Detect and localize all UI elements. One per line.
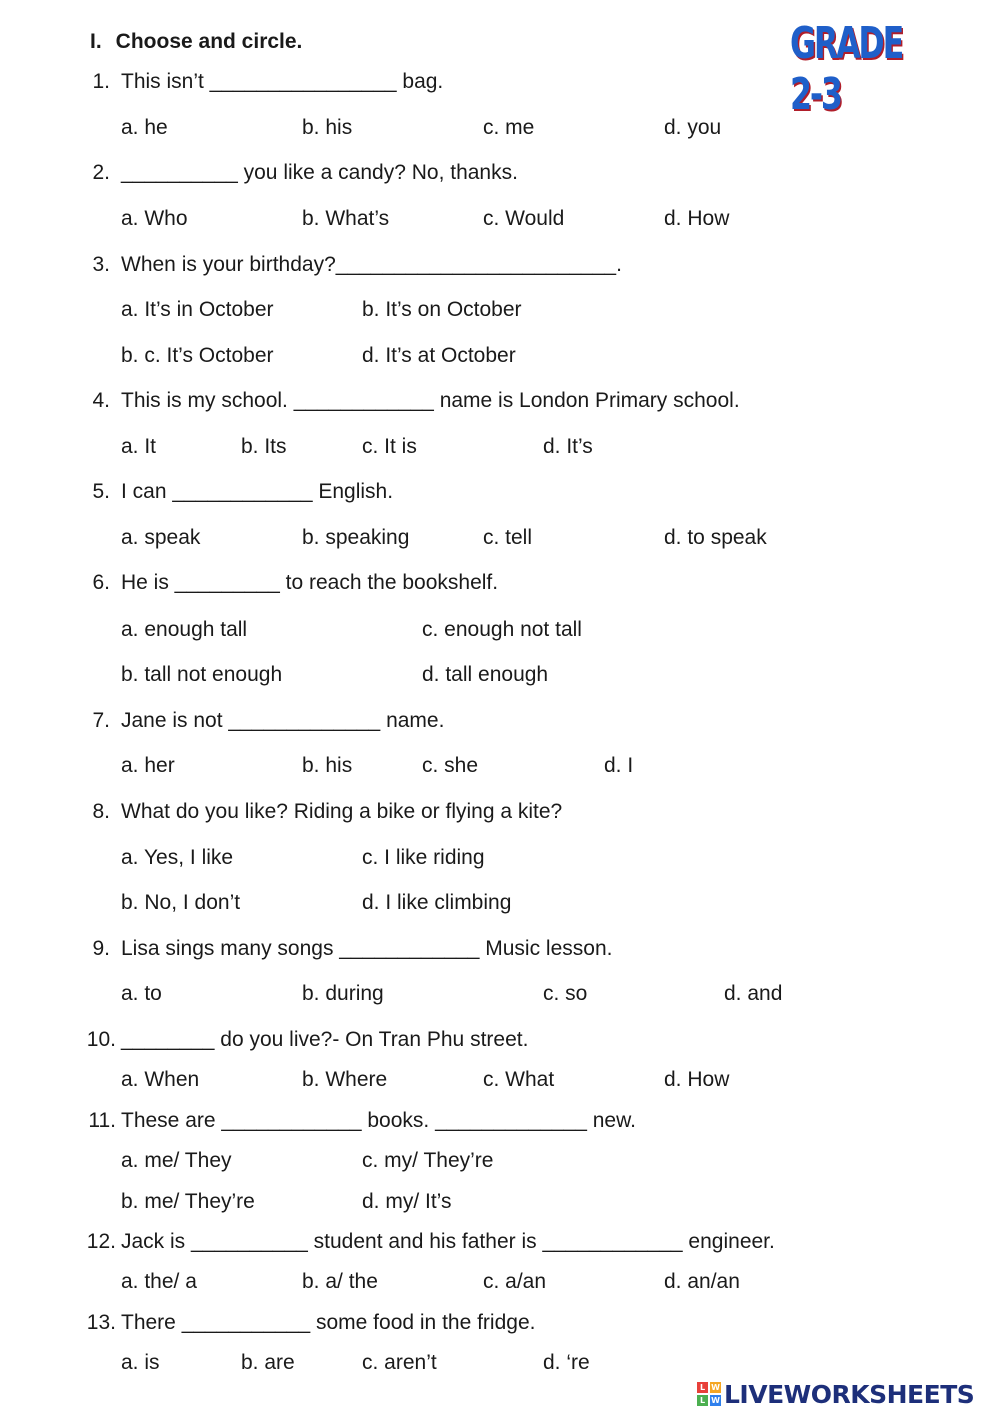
question-number: 11. xyxy=(88,1109,116,1132)
question-number: 10. xyxy=(86,1028,116,1051)
option-b[interactable]: b. No, I don’t xyxy=(121,891,241,914)
option-b[interactable]: b. tall not enough xyxy=(121,663,283,686)
option-d[interactable]: d. How xyxy=(664,1068,730,1091)
option-b[interactable]: b. It’s on October xyxy=(362,298,522,321)
question-text: Jack is __________ student and his father is ____________ engineer. xyxy=(121,1230,775,1253)
option-a[interactable]: a. to xyxy=(121,982,162,1005)
option-b[interactable]: b. me/ They’re xyxy=(121,1190,255,1213)
option-c[interactable]: c. tell xyxy=(483,526,533,549)
logo-cell: W xyxy=(711,1396,720,1405)
option-a[interactable]: a. It’s in October xyxy=(121,298,274,321)
option-d[interactable]: d. and xyxy=(724,982,783,1005)
question-text: Lisa sings many songs ____________ Music lesson. xyxy=(121,937,613,960)
question-number: 1. xyxy=(92,70,110,93)
option-d[interactable]: d. ‘re xyxy=(543,1351,590,1374)
option-d[interactable]: d. an/an xyxy=(664,1270,740,1293)
option-b[interactable]: b. are xyxy=(241,1351,295,1374)
option-b[interactable]: b. his xyxy=(302,116,353,139)
question-text: There ___________ some food in the fridge. xyxy=(121,1311,536,1334)
option-c[interactable]: c. she xyxy=(422,754,479,777)
option-b[interactable]: b. What’s xyxy=(302,207,390,230)
option-b[interactable]: b. his xyxy=(302,754,353,777)
option-c[interactable]: c. so xyxy=(543,982,588,1005)
question-number: 6. xyxy=(92,571,110,594)
option-b[interactable]: b. during xyxy=(302,982,384,1005)
option-c[interactable]: c. I like riding xyxy=(362,846,485,869)
option-c[interactable]: c. Would xyxy=(483,207,565,230)
question-number: 12. xyxy=(86,1230,116,1253)
option-a[interactable]: a. It xyxy=(121,435,157,458)
option-c[interactable]: c. It is xyxy=(362,435,417,458)
liveworksheets-logo xyxy=(697,1378,974,1410)
logo-cell: L xyxy=(697,1382,708,1393)
option-d[interactable]: d. It’s at October xyxy=(362,344,516,367)
option-a[interactable]: a. her xyxy=(121,754,175,777)
logo-cell: W xyxy=(711,1383,720,1392)
option-c[interactable]: b. c. It’s October xyxy=(121,344,274,367)
option-d[interactable]: d. my/ It’s xyxy=(362,1190,452,1213)
question-text: When is your birthday?________________________. xyxy=(121,253,622,276)
question-number: 3. xyxy=(92,253,110,276)
brand-name: LIVEWORKSHEETS xyxy=(724,1379,975,1409)
option-d[interactable]: d. It’s xyxy=(543,435,593,458)
option-d[interactable]: d. I xyxy=(604,754,634,777)
option-a[interactable]: a. he xyxy=(121,116,168,139)
option-a[interactable]: a. When xyxy=(121,1068,200,1091)
option-d[interactable]: d. to speak xyxy=(664,526,767,549)
section-heading xyxy=(90,30,302,54)
question-text: I can ____________ English. xyxy=(121,480,394,503)
question-text: __________ you like a candy? No, thanks. xyxy=(121,161,518,184)
option-d[interactable]: d. you xyxy=(664,116,722,139)
option-c[interactable]: c. What xyxy=(483,1068,555,1091)
section-roman: I. xyxy=(90,30,102,53)
option-c[interactable]: c. me xyxy=(483,116,535,139)
question-text: This is my school. ____________ name is London Primary school. xyxy=(121,389,740,412)
option-b[interactable]: b. speaking xyxy=(302,526,410,549)
option-a[interactable]: a. is xyxy=(121,1351,160,1374)
question-text: This isn’t ________________ bag. xyxy=(121,70,444,93)
question-number: 4. xyxy=(92,389,110,412)
option-d[interactable]: d. tall enough xyxy=(422,663,549,686)
question-text: These are ____________ books. _____________ new. xyxy=(121,1109,636,1132)
option-a[interactable]: a. speak xyxy=(121,526,201,549)
grade-badge: GRADE 2-3 xyxy=(790,18,903,120)
option-a[interactable]: a. Who xyxy=(121,207,188,230)
question-number: 9. xyxy=(92,937,110,960)
option-c[interactable]: c. enough not tall xyxy=(422,618,582,641)
logo-cell: L xyxy=(697,1395,708,1406)
option-b[interactable]: b. Its xyxy=(241,435,287,458)
question-text: He is _________ to reach the bookshelf. xyxy=(121,571,499,594)
option-a[interactable]: a. enough tall xyxy=(121,618,248,641)
option-a[interactable]: a. Yes, I like xyxy=(121,846,234,869)
option-c[interactable]: c. a/an xyxy=(483,1270,547,1293)
question-text: What do you like? Riding a bike or flying a kite? xyxy=(121,800,563,823)
option-c[interactable]: c. aren’t xyxy=(362,1351,437,1374)
option-a[interactable]: a. the/ a xyxy=(121,1270,197,1293)
question-number: 7. xyxy=(92,709,110,732)
logo-grid-icon xyxy=(697,1382,721,1406)
option-a[interactable]: a. me/ They xyxy=(121,1149,232,1172)
question-number: 2. xyxy=(92,161,110,184)
question-text: ________ do you live?- On Tran Phu street. xyxy=(121,1028,529,1051)
option-c[interactable]: c. my/ They’re xyxy=(362,1149,494,1172)
option-b[interactable]: b. Where xyxy=(302,1068,388,1091)
question-number: 5. xyxy=(92,480,110,503)
option-b[interactable]: b. a/ the xyxy=(302,1270,378,1293)
section-title: Choose and circle. xyxy=(115,30,303,53)
question-text: Jane is not _____________ name. xyxy=(121,709,445,732)
question-number: 8. xyxy=(92,800,110,823)
option-d[interactable]: d. How xyxy=(664,207,730,230)
question-number: 13. xyxy=(86,1311,116,1334)
option-d[interactable]: d. I like climbing xyxy=(362,891,512,914)
